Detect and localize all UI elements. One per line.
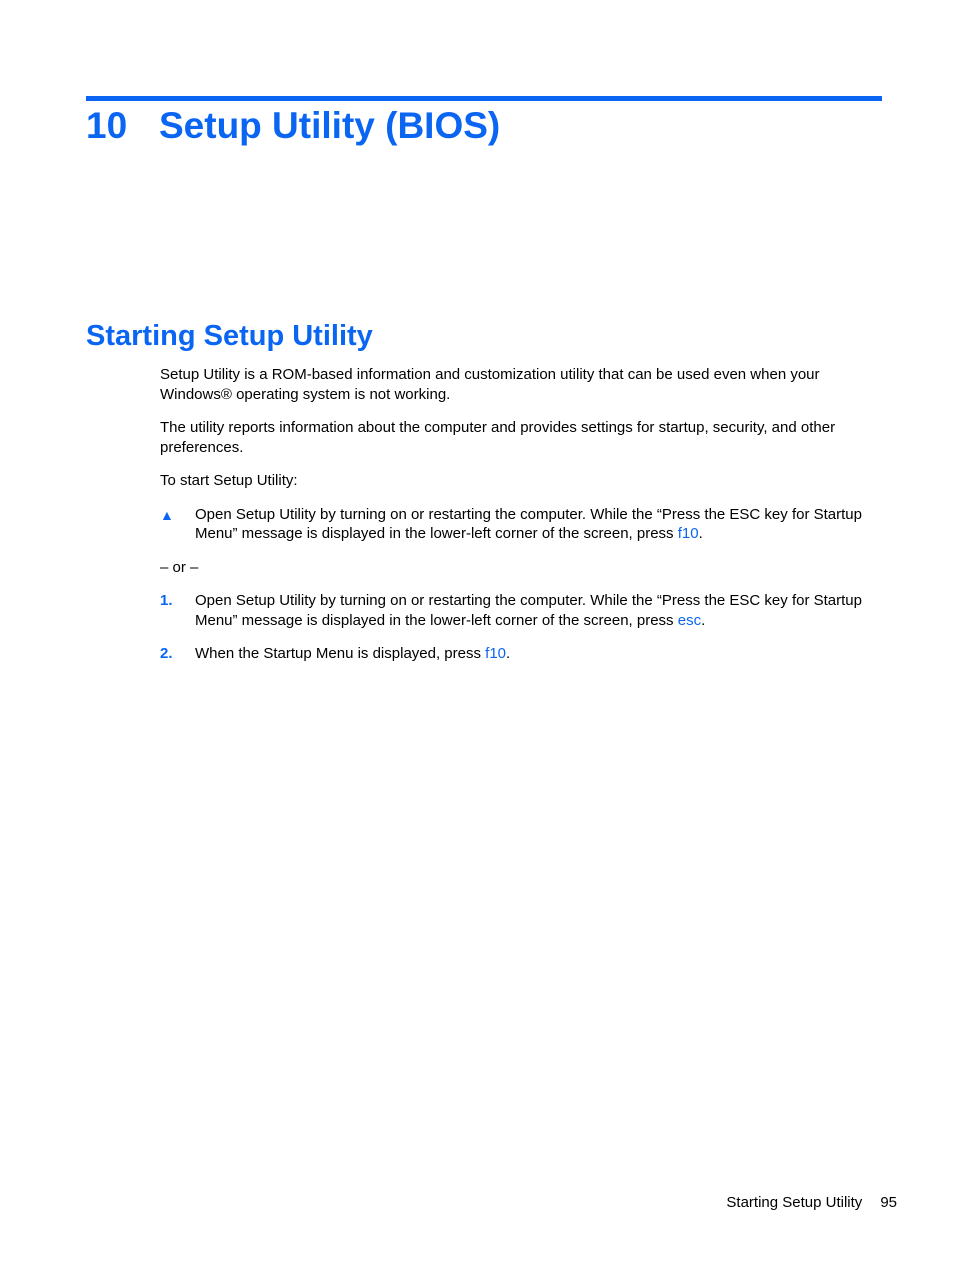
step-text-body: When the Startup Menu is displayed, press <box>195 645 486 662</box>
step-item <box>160 591 885 630</box>
step-item <box>160 644 885 664</box>
footer-section-title: Starting Setup Utility <box>726 1194 863 1211</box>
bullet-text-end: . <box>698 525 703 542</box>
page-footer <box>726 1193 897 1212</box>
key-esc: esc <box>677 611 702 629</box>
page-number: 95 <box>880 1194 897 1211</box>
bullet-text-body: Open Setup Utility by turning on or restarting the computer. While the “Press the ESC key for Startup Menu” message is displayed in the lower-left corner of the screen, press <box>195 505 862 542</box>
step-text-end: . <box>701 611 706 629</box>
step-text <box>195 591 885 630</box>
chapter-title-text: Setup Utility (BIOS) <box>159 105 501 146</box>
section-content <box>160 365 885 678</box>
bullet-item <box>160 505 885 544</box>
step-number: 2. <box>160 645 173 662</box>
bullet-text <box>195 505 885 544</box>
chapter-number: 10 <box>86 105 128 146</box>
step-text-end: . <box>506 645 511 662</box>
intro-paragraph: Setup Utility is a ROM-based information and customization utility that can be used even when your Windows® operating system is not working. <box>160 366 820 403</box>
chapter-title <box>86 104 500 148</box>
key-f10: f10 <box>677 525 699 542</box>
step-text <box>195 644 510 664</box>
section-title: Starting Setup Utility <box>86 320 373 352</box>
chapter-rule <box>86 96 882 101</box>
triangle-bullet-icon: ▲ <box>160 506 174 523</box>
instruction-lead: To start Setup Utility: <box>160 472 298 489</box>
info-paragraph: The utility reports information about the computer and provides settings for startup, security, and other preferences. <box>160 419 836 456</box>
or-separator: – or – <box>160 558 199 576</box>
key-f10: f10 <box>485 645 507 662</box>
step-text-body: Open Setup Utility by turning on or restarting the computer. While the “Press the ESC key for Startup Menu” message is displayed in the lower-left corner of the screen, press <box>195 592 862 629</box>
step-number: 1. <box>160 592 173 609</box>
